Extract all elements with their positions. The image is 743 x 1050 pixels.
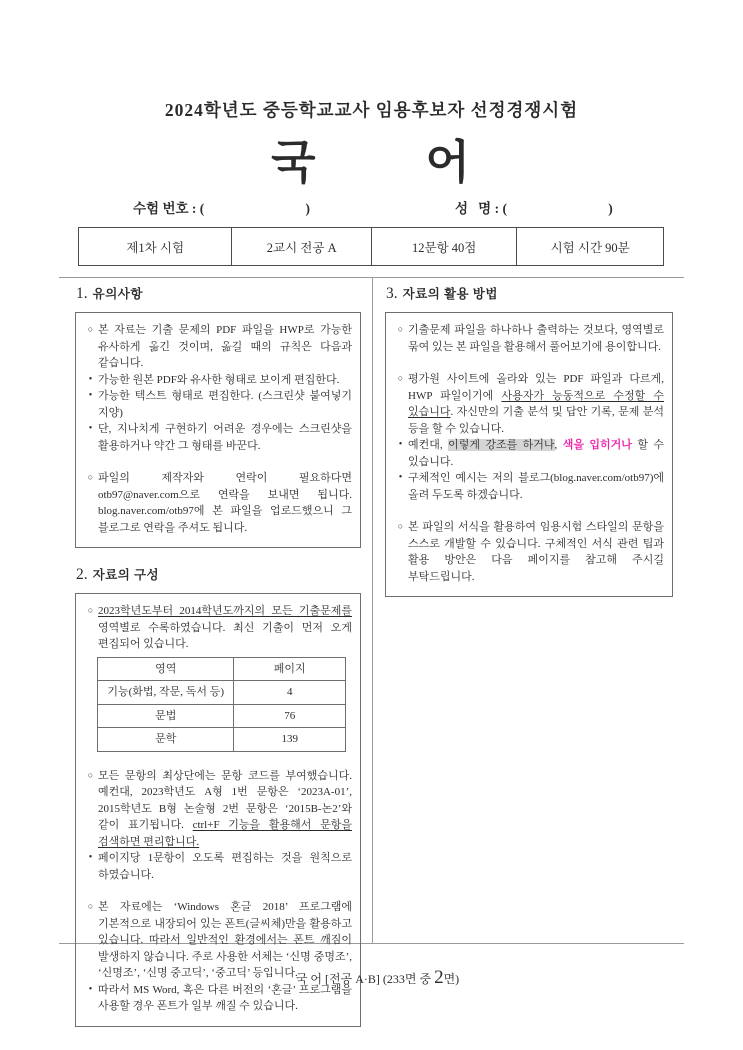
bullet-marker: • xyxy=(88,423,93,434)
table-cell: 기능(화법, 작문, 독서 등) xyxy=(98,681,234,705)
bullet-marker: ○ xyxy=(397,324,404,334)
notice-box xyxy=(75,312,361,548)
table-cell: 문학 xyxy=(98,728,234,752)
table-row xyxy=(98,728,346,752)
examinee-name-field: 성 명 : ( ) xyxy=(455,201,613,216)
list-item xyxy=(83,768,352,851)
exam-number-field: 수험 번호 : ( ) xyxy=(133,201,311,216)
section-label: 자료의 활용 방법 xyxy=(402,287,498,301)
exam-info-table xyxy=(78,227,664,266)
table-header-cell: 영역 xyxy=(98,657,234,681)
page-footer xyxy=(0,952,743,1004)
section-number: 3. xyxy=(386,285,398,302)
table-header-row xyxy=(98,657,346,681)
exam-session-cell: 2교시 전공 A xyxy=(231,228,371,265)
list-item-text: 구체적인 예시는 저의 블로그(blog.naver.com/otb97)에 올려 두도록 하겠습니다. xyxy=(408,472,664,501)
bullet-marker: ○ xyxy=(87,769,94,780)
subject-title: 국 어 xyxy=(271,137,472,188)
page-number: 2 xyxy=(434,967,444,988)
section-heading-notice xyxy=(76,284,361,303)
exam-round-cell: 제1차 시험 xyxy=(126,240,185,255)
composition-intro-list xyxy=(83,603,352,653)
contents-table xyxy=(97,657,346,752)
question-count-cell: 12문항 40점 xyxy=(371,228,516,265)
list-item xyxy=(83,603,352,653)
section-heading-usage xyxy=(386,284,673,303)
section-number: 2. xyxy=(76,566,88,583)
bullet-marker: ○ xyxy=(87,472,94,482)
list-item xyxy=(83,470,352,536)
list-item-text: 모든 문항의 최상단에는 문항 코드를 부여했습니다. 예컨대, 2023학년도 A형 1번 문항은 ‘2023A-01’, 2015학년도 B형 논술형 2번 문항은 ‘2015B-논2’와 같이 표기됩니다. ctrl+F 기능을 활용해서 문항을 검색하면 편리합니다. xyxy=(98,769,352,848)
table-row xyxy=(98,704,346,728)
bullet-marker: ○ xyxy=(397,521,404,531)
section-label: 자료의 구성 xyxy=(92,568,160,582)
page-title: 2024학년도 중등학교교사 임용후보자 선정경쟁시험 xyxy=(164,100,579,120)
list-item xyxy=(393,437,664,470)
list-item xyxy=(393,371,664,437)
right-column xyxy=(385,284,673,597)
bullet-marker: • xyxy=(88,852,93,863)
list-item xyxy=(83,372,352,389)
list-item-text: 본 자료에는 ‘Windows 혼글 2018’ 프로그램에 기본적으로 내장되어 있는 폰트(글씨체)만을 활용하고 있습니다. 따라서 일반적인 환경에서는 폰트 깨짐이 발생하지 않습니다. 주로 사용한 서체는 ‘신명 중명조’, ‘신명조’, ‘신명 중고딕’, ‘중고딕’ 등입니다. xyxy=(98,901,352,979)
list-item xyxy=(83,850,352,883)
bullet-marker: • xyxy=(88,373,93,385)
list-item-text: 예컨대, 이렇게 강조를 하거나, 색을 입히거나 할 수 있습니다. xyxy=(408,439,664,468)
list-item-text: 본 파일의 서식을 활용하여 임용시험 스타일의 문항을 스스로 개발할 수 있습니다. 구체적인 서식 관련 팁과 활용 방안은 다음 페이지를 참고해 주시길 부탁드립니다. xyxy=(408,521,664,583)
table-cell: 139 xyxy=(234,728,346,752)
bullet-marker: • xyxy=(398,472,403,483)
bullet-marker: ○ xyxy=(87,324,94,334)
bullet-marker: ○ xyxy=(397,373,404,383)
list-item-text: 평가원 사이트에 올라와 있는 PDF 파일과 다르게, HWP 파일이기에 사용자가 능동적으로 수정할 수 있습니다. 자신만의 기출 분석 및 답안 기록, 문제 분석 등을 할 수 있습니다. xyxy=(408,373,665,435)
list-item-text: 2023학년도부터 2014학년도까지의 모든 기출문제를 영역별로 수록하였습니다. 최신 기출이 먼저 오게 편집되어 있습니다. xyxy=(98,605,352,650)
list-item xyxy=(83,388,352,421)
column-divider xyxy=(372,277,373,943)
list-item-text: 가능한 원본 PDF와 유사한 형태로 보이게 편집한다. xyxy=(98,373,340,386)
usage-box xyxy=(385,312,673,597)
table-cell: 4 xyxy=(234,681,346,705)
list-item-text: 따라서 MS Word, 혹은 다른 버전의 ‘혼글’ 프로그램을 사용할 경우 폰트가 일부 깨질 수 있습니다. xyxy=(98,983,352,1012)
section-heading-composition xyxy=(76,565,361,584)
list-item-text: 본 자료는 기출 문제의 PDF 파일을 HWP로 가능한 유사하게 옮긴 것이며, 옮길 때의 규칙은 다음과 같습니다. xyxy=(98,324,352,369)
exam-duration-cell: 시험 시간 90분 xyxy=(516,228,663,265)
list-item xyxy=(83,421,352,454)
bullet-marker: • xyxy=(398,439,403,450)
list-item-text: 가능한 텍스트 형태로 편집한다. (스크린샷 붙여넣기 지양) xyxy=(98,390,352,419)
section-number: 1. xyxy=(76,285,88,302)
list-item-text: 단, 지나치게 구현하기 어려운 경우에는 스크린샷을 활용하거나 약간 그 형태를 바꾼다. xyxy=(98,423,352,452)
list-item xyxy=(83,322,352,372)
bullet-marker: ○ xyxy=(87,605,94,615)
footer-text: 국 어 [전공 A·B] (233면 중 xyxy=(295,972,435,986)
list-item xyxy=(393,519,664,585)
bullet-marker: • xyxy=(88,390,93,401)
list-item xyxy=(393,470,664,503)
bullet-marker: ○ xyxy=(87,901,94,911)
left-column xyxy=(75,284,361,1027)
list-item-text: 파일의 제작자와 연락이 필요하다면 otb97@naver.com으로 연락을 보내면 됩니다. blog.naver.com/otb97에 본 파일을 업로드했으니 그 블로그로 연락을 주셔도 됩니다. xyxy=(98,472,352,534)
table-row xyxy=(98,681,346,705)
footer-text: 면) xyxy=(443,972,460,986)
table-header-cell: 페이지 xyxy=(234,657,346,681)
list-item-text: 페이지당 1문항이 오도록 편집하는 것을 원칙으로 하였습니다. xyxy=(98,852,352,881)
bullet-marker: • xyxy=(88,983,93,995)
section-label: 유의사항 xyxy=(92,287,143,301)
table-cell: 76 xyxy=(234,704,346,728)
table-cell: 문법 xyxy=(98,704,234,728)
list-item-text: 기출문제 파일을 하나하나 출력하는 것보다, 영역별로 묶여 있는 본 파일을 활용해서 풀어보기에 용이합니다. xyxy=(408,324,664,353)
list-item xyxy=(393,322,664,355)
